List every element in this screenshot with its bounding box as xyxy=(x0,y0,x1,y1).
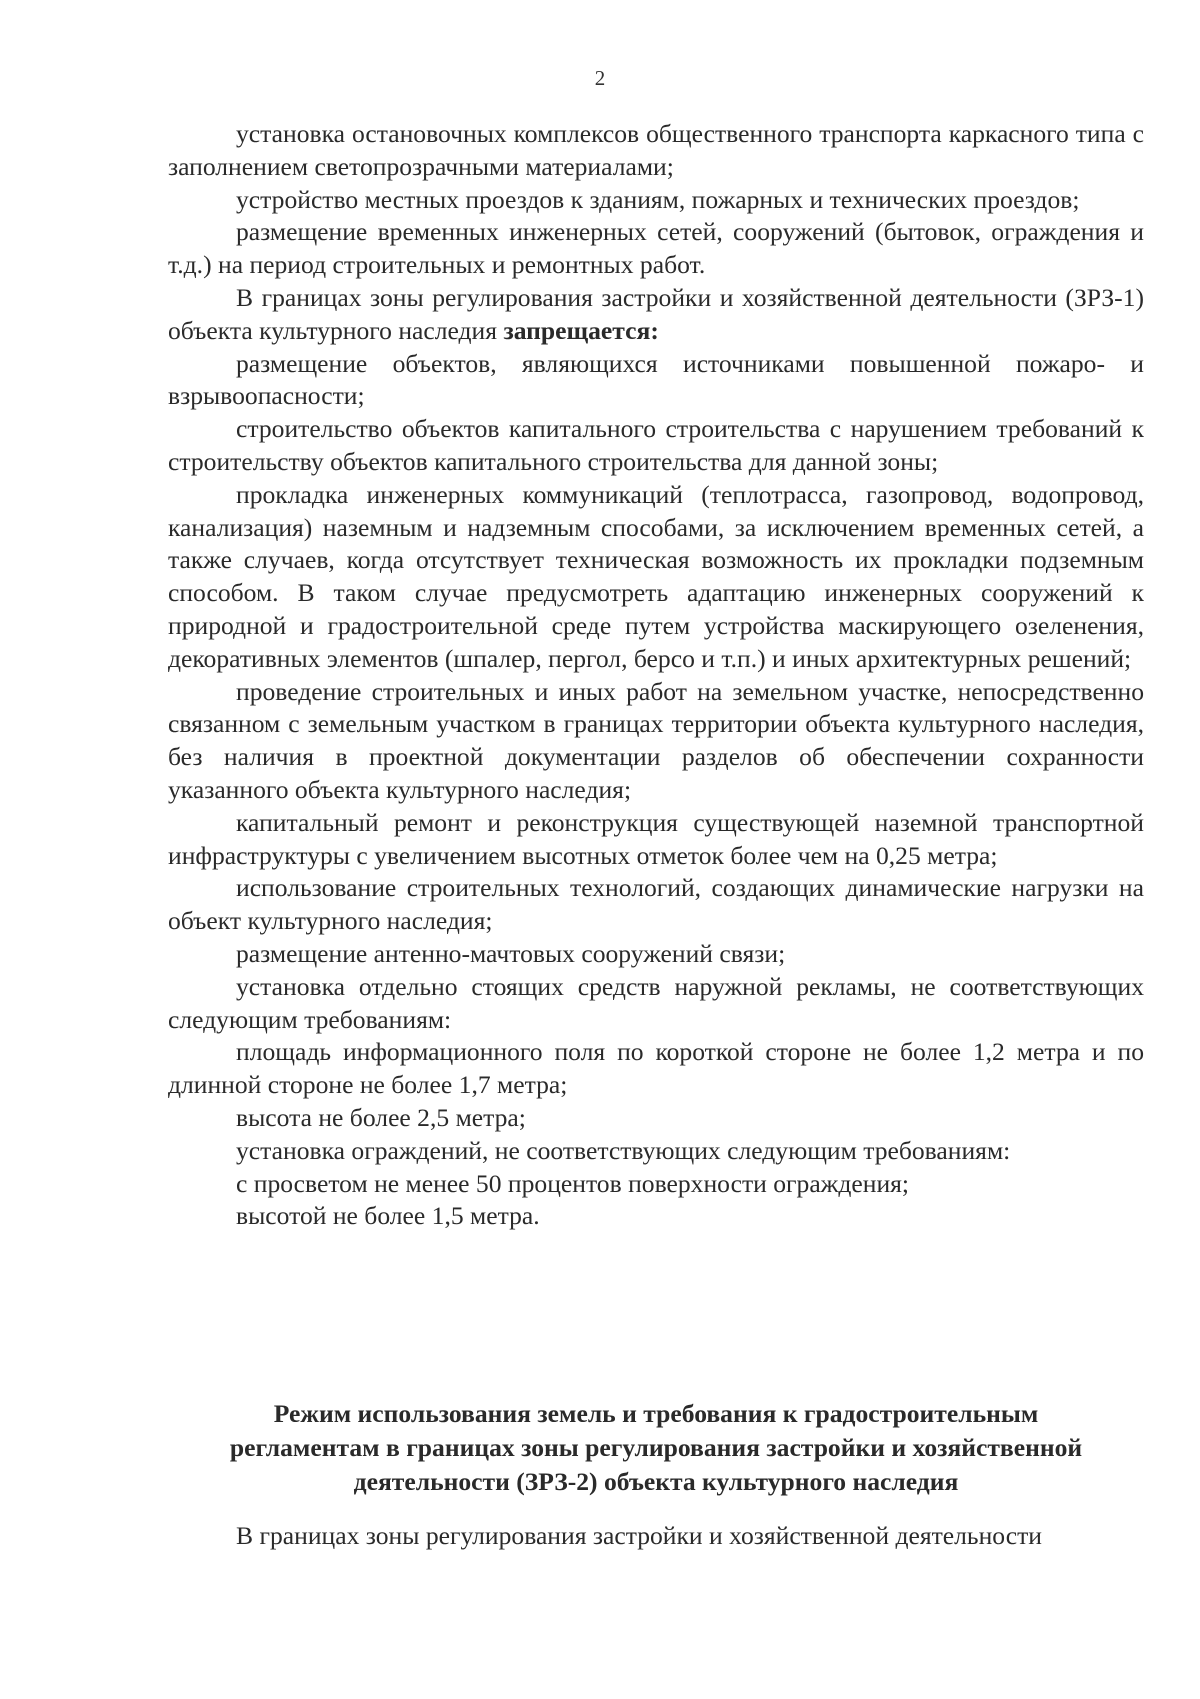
prohibited-item: прокладка инженерных коммуникаций (теплотрасса, газопровод, водопровод, канализация) наземным и надземным способами, за исключением временных сетей, а также случаев, когда отсутствует техническая возможность их прокладки подземным способом. В таком случае предусмотреть адаптацию инженерных сооружений к природной и градостроительной среде путем устройства маскирующего озеленения, декоративных элементов (шпалер, пергол, берсо и т.п.) и иных архитектурных решений; xyxy=(168,479,1144,673)
zrz1-intro-emphasis: запрещается: xyxy=(503,315,659,345)
prohibited-item: проведение строительных и иных работ на земельном участке, непосредственно связанном с земельным участком в границах территории объекта культурного наследия, без наличия в проектной документации разделов об обеспечении сохранности указанного объекта культурного наследия; xyxy=(168,676,1144,804)
section-heading xyxy=(168,1397,1144,1499)
prohibited-item: размещение антенно-мачтовых сооружений связи; xyxy=(236,938,786,968)
final-paragraph: В границах зоны регулирования застройки и хозяйственной деятельности xyxy=(236,1521,1042,1550)
prohibited-item: с просветом не менее 50 процентов поверхности ограждения; xyxy=(236,1168,910,1198)
section-heading-line: регламентам в границах зоны регулирования застройки и хозяйственной xyxy=(229,1433,1083,1462)
prohibited-item: капитальный ремонт и реконструкция существующей наземной транспортной инфраструктуры с увеличением высотных отметок более чем на 0,25 метра; xyxy=(168,807,1144,870)
paragraph-local-driveways: устройство местных проездов к зданиям, пожарных и технических проездов; xyxy=(236,184,1080,214)
section-heading-line: Режим использования земель и требования к градостроительным xyxy=(273,1399,1039,1428)
prohibited-item: размещение объектов, являющихся источниками повышенной пожаро- и взрывоопасности; xyxy=(168,348,1144,411)
document-body xyxy=(168,118,1144,1233)
prohibited-item: высота не более 2,5 метра; xyxy=(236,1102,526,1132)
paragraph-bus-stops: установка остановочных комплексов общественного транспорта каркасного типа с заполнением светопрозрачными материалами; xyxy=(168,119,1144,181)
prohibited-item: использование строительных технологий, создающих динамические нагрузки на объект культурного наследия; xyxy=(168,873,1144,936)
paragraph-zrz1-intro xyxy=(168,282,1144,348)
prohibited-item: высотой не более 1,5 метра. xyxy=(236,1201,540,1231)
prohibited-item: площадь информационного поля по короткой стороне не более 1,2 метра и по длинной стороне не более 1,7 метра; xyxy=(168,1037,1144,1100)
prohibited-item: установка отдельно стоящих средств наружной рекламы, не соответствующих следующим требованиям: xyxy=(168,971,1144,1034)
paragraph-temporary-networks: размещение временных инженерных сетей, сооружений (бытовок, ограждения и т.д.) на период строительных и ремонтных работ. xyxy=(168,217,1144,280)
page-number: 2 xyxy=(594,66,606,90)
zrz1-intro-text: В границах зоны регулирования застройки и хозяйственной деятельности (ЗРЗ-1) объекта культурного наследия xyxy=(168,282,1144,345)
prohibited-item: строительство объектов капитального строительства с нарушением требований к строительству объектов капитального строительства для данной зоны; xyxy=(168,414,1144,476)
section-heading-line: деятельности (ЗРЗ-2) объекта культурного наследия xyxy=(353,1467,959,1496)
prohibited-item: установка ограждений, не соответствующих следующим требованиям: xyxy=(236,1135,1011,1165)
